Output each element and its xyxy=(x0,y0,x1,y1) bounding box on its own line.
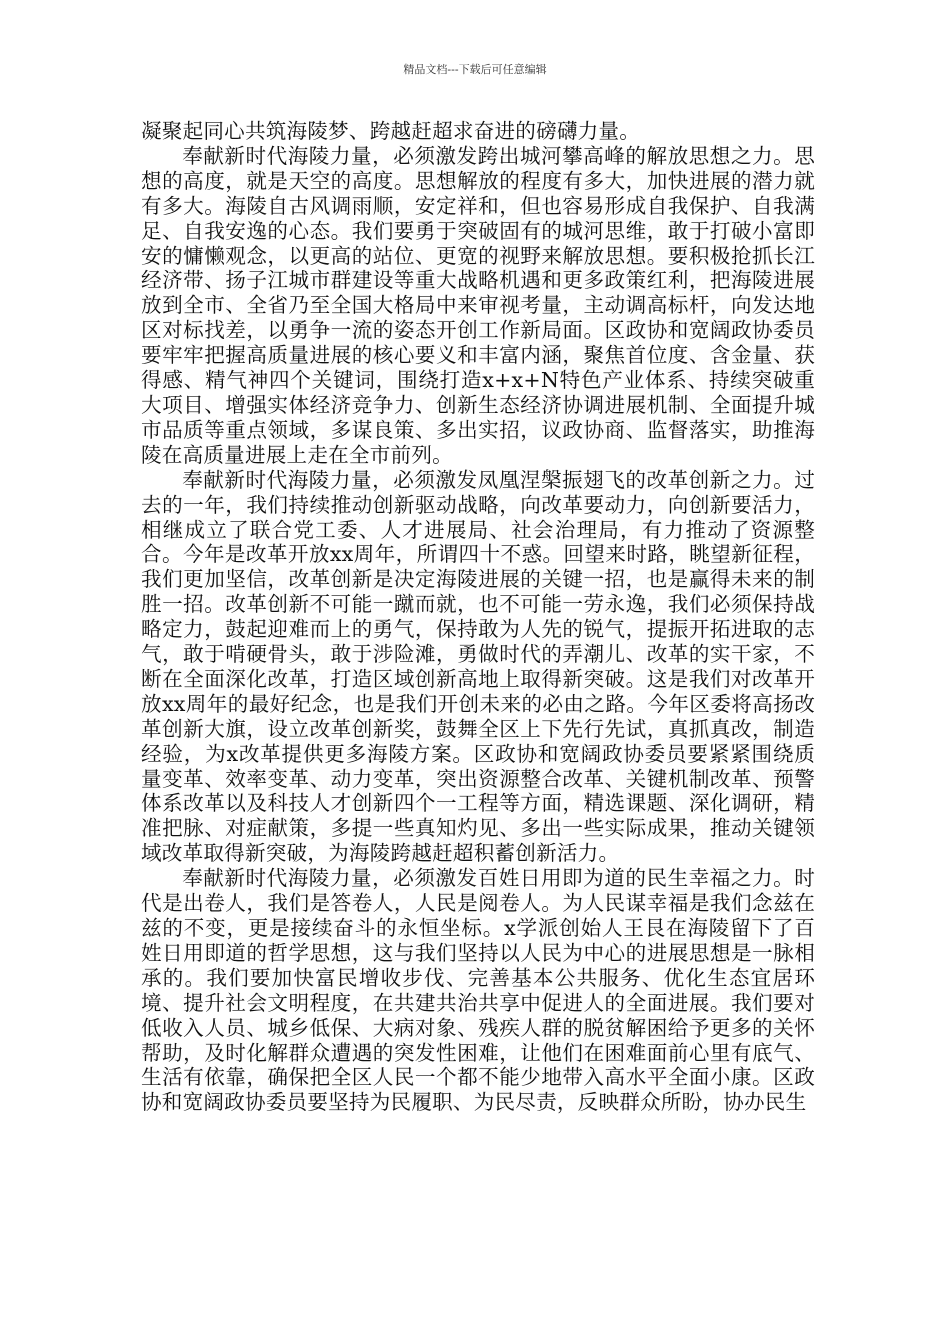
paragraph-liberate-thought: 奉献新时代海陵力量，必须激发跨出城河攀高峰的解放思想之力。思想的高度，就是天空的高度。思想解放的程度有多大，加快进展的潜力就有多大。海陵自古风调雨顺，安定祥和，但也容易形成自我保护、自我满足、自我安逸的心态。我们要勇于突破固有的城河思维，敢于打破小富即安的慵懒观念，以更高的站位、更宽的视野来解放思想。要积极抢抓长江经济带、扬子江城市群建设等重大战略机遇和更多政策红利，把海陵进展放到全市、全省乃至全国大格局中来审视考量，主动调高标杆，向发达地区对标找差，以勇争一流的姿态开创工作新局面。区政协和宽阔政协委员要牢牢把握高质量进展的核心要义和丰富内涵，聚焦首位度、含金量、获得感、精气神四个关键词，围绕打造x+x+N特色产业体系、持续突破重大项目、增强实体经济竞争力、创新生态经济协调进展机制、全面提升城市品质等重点领域，多谋良策、多出实招，议政协商、监督落实，助推海陵在高质量进展上走在全市前列。 xyxy=(141,143,815,467)
document-body xyxy=(141,119,815,1115)
paragraph-continuation: 凝聚起同心共筑海陵梦、跨越赶超求奋进的磅礴力量。 xyxy=(141,119,641,143)
paragraph-reform-innovation: 奉献新时代海陵力量，必须激发凤凰涅槃振翅飞的改革创新之力。过去的一年，我们持续推动创新驱动战略，向改革要动力，向创新要活力，相继成立了联合党工委、人才进展局、社会治理局，有力推动了资源整合。今年是改革开放xx周年，所谓四十不惑。回望来时路，眺望新征程，我们更加坚信，改革创新是决定海陵进展的关键一招，也是赢得未来的制胜一招。改革创新不可能一蹴而就，也不可能一劳永逸，我们必须保持战略定力，鼓起迎难而上的勇气，保持敢为人先的锐气，提振开拓进取的志气，敢于啃硬骨头，敢于涉险滩，勇做时代的弄潮儿、改革的实干家，不断在全面深化改革，打造区域创新高地上取得新突破。这是我们对改革开放xx周年的最好纪念，也是我们开创未来的必由之路。今年区委将高扬改革创新大旗，设立改革创新奖，鼓舞全区上下先行先试，真抓真改，制造经验，为x改革提供更多海陵方案。区政协和宽阔政协委员要紧紧围绕质量变革、效率变革、动力变革，突出资源整合改革、关键机制改革、预警体系改革以及科技人才创新四个一工程等方面，精选课题、深化调研，精准把脉、对症献策，多提一些真知灼见、多出一些实际成果，推动关键领域改革取得新突破，为海陵跨越赶超积蓄创新活力。 xyxy=(141,467,815,866)
page-header: 精品文档---下载后可任意编辑 xyxy=(403,63,547,76)
paragraph-livelihood-happiness: 奉献新时代海陵力量，必须激发百姓日用即为道的民生幸福之力。时代是出卷人，我们是答卷人，人民是阅卷人。为人民谋幸福是我们念兹在兹的不变，更是接续奋斗的永恒坐标。x学派创始人王艮在海陵留下了百姓日用即道的哲学思想，这与我们坚持以人民为中心的进展思想是一脉相承的。我们要加快富民增收步伐、完善基本公共服务、优化生态宜居环境、提升社会文明程度，在共建共治共享中促进人的全面进展。我们要对低收入人员、城乡低保、大病对象、残疾人群的脱贫解困给予更多的关怀帮助，及时化解群众遭遇的突发性困难，让他们在困难面前心里有底气、生活有依靠，确保把全区人民一个都不能少地带入高水平全面小康。区政协和宽阔政协委员要坚持为民履职、为民尽责，反映群众所盼，协办民生 xyxy=(141,866,815,1115)
